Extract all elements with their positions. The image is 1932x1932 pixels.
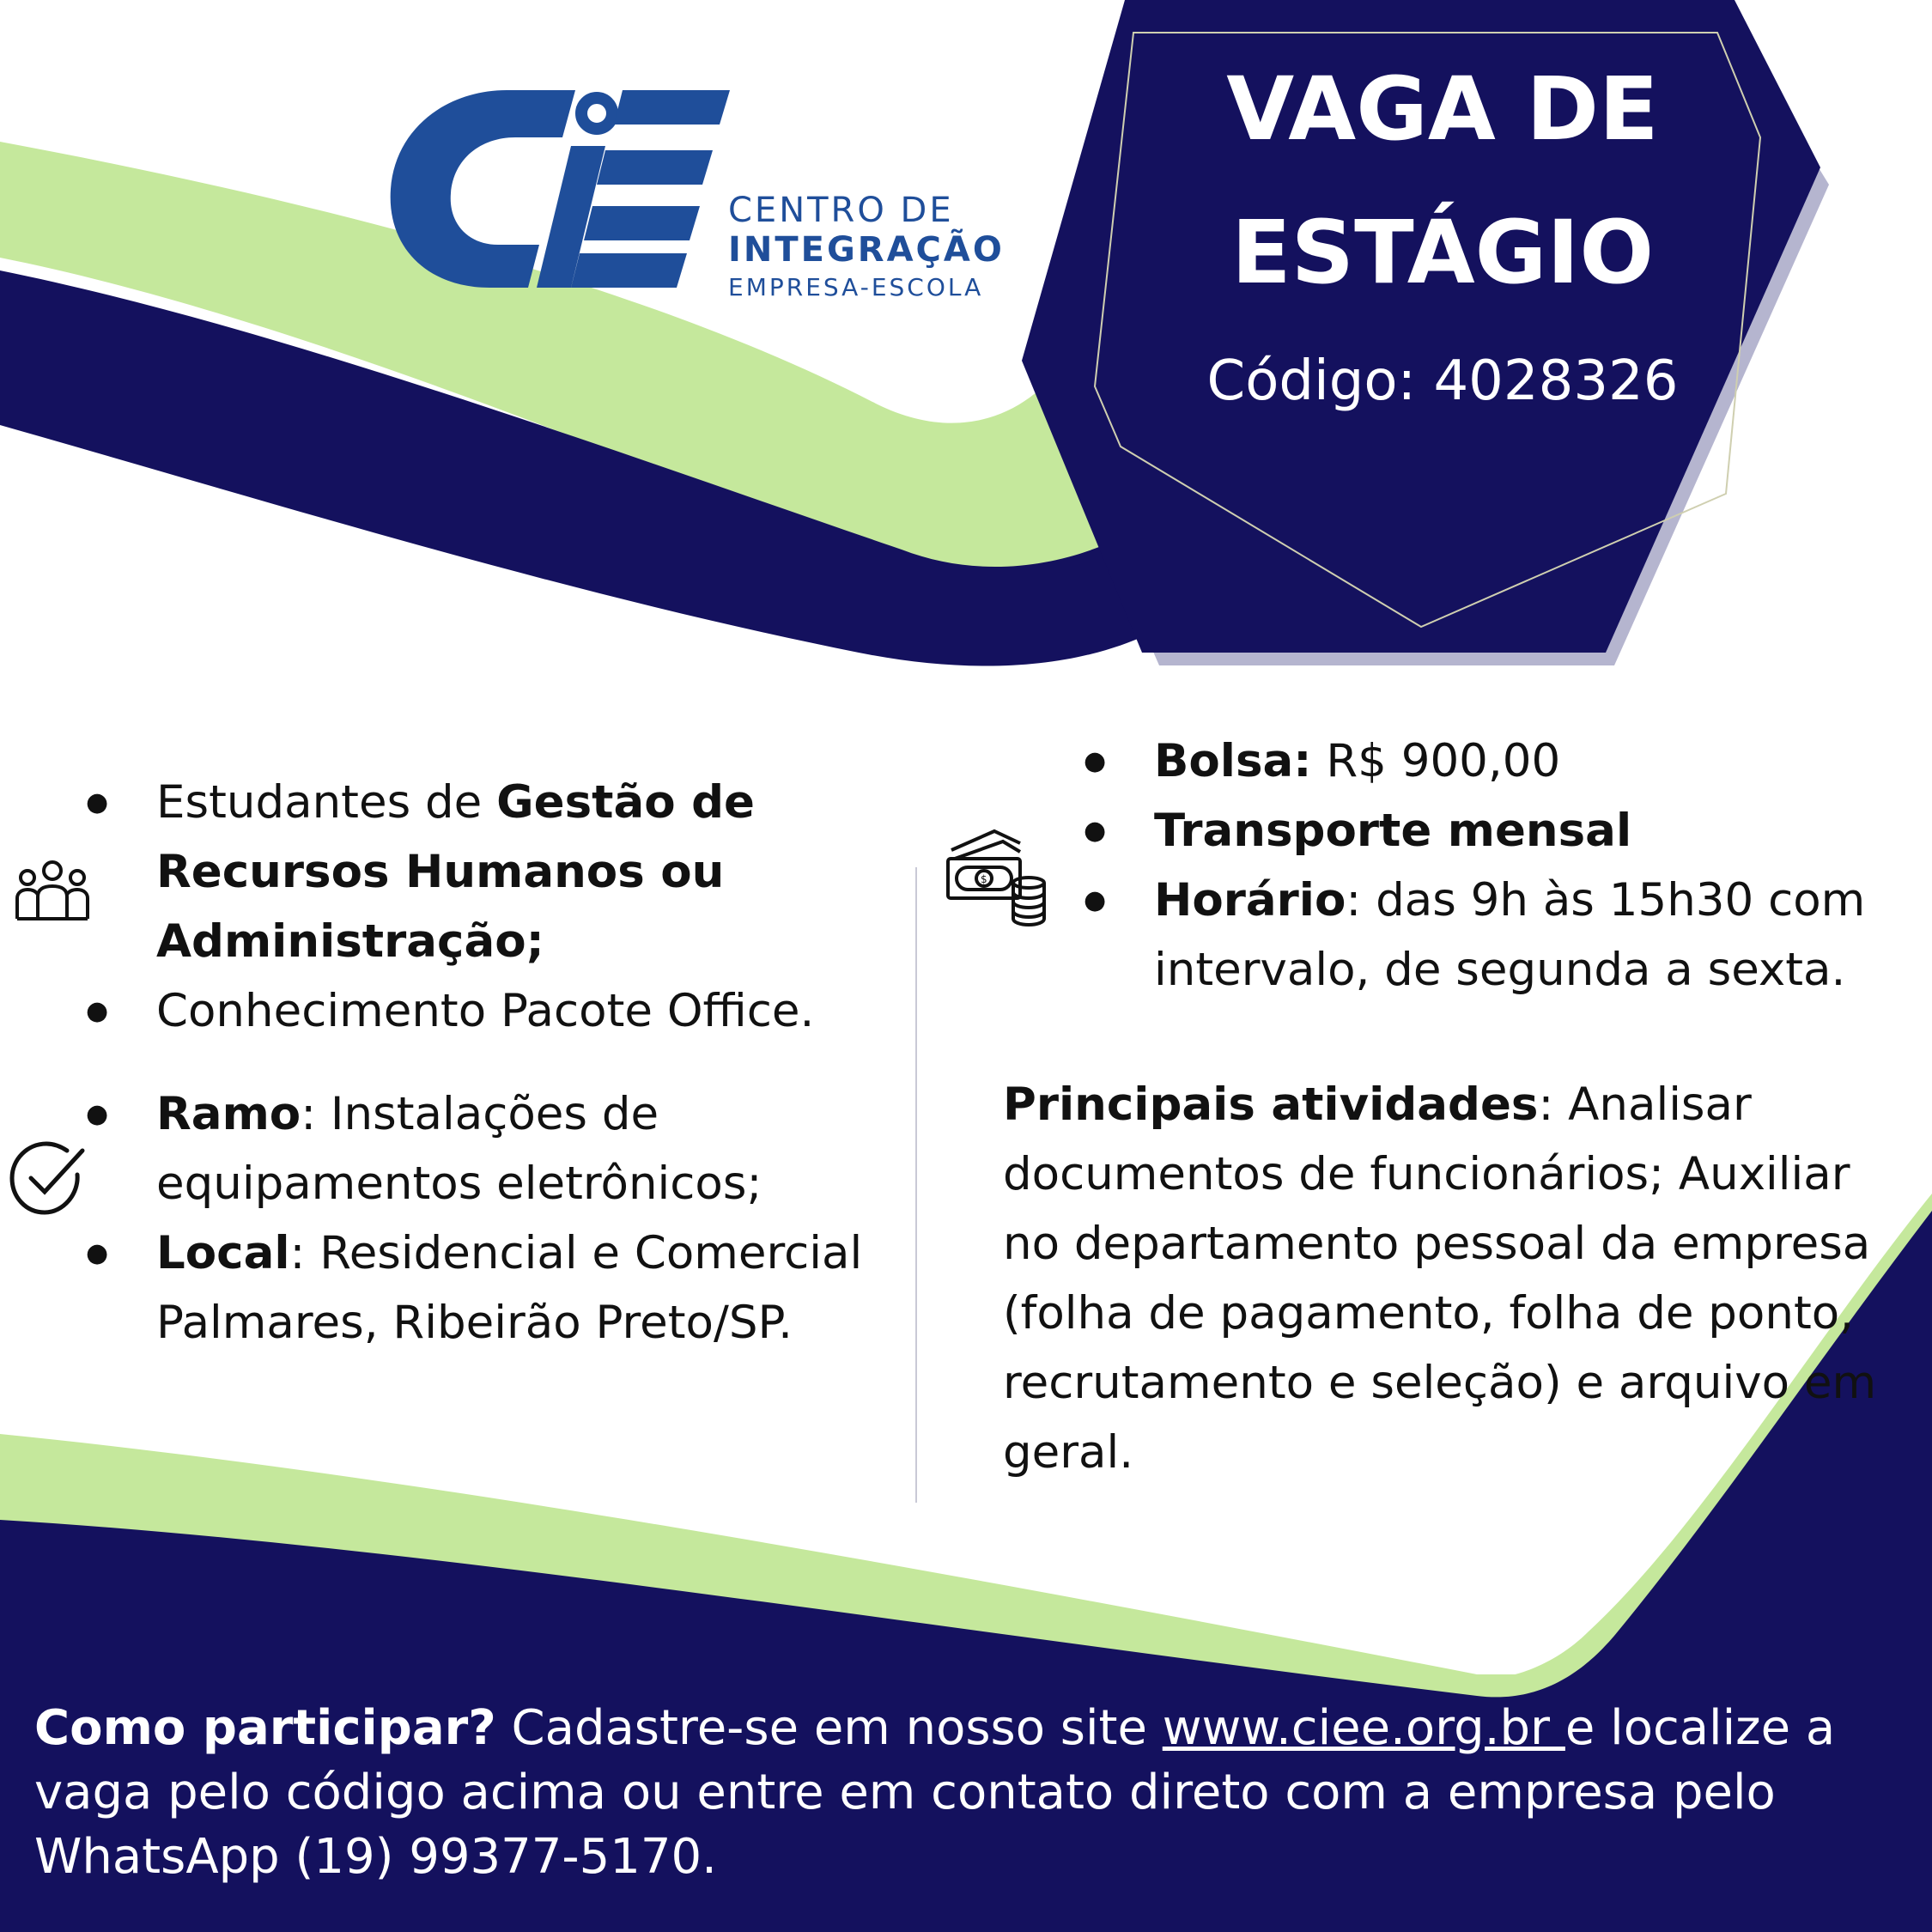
benefits-list: [1084, 726, 1908, 1005]
local-label: Local: [156, 1227, 290, 1279]
activities-label: Principais atividades: [1003, 1078, 1539, 1131]
footer-text2: e localize a vaga pelo código acima ou entre em contato direto com a empresa pelo WhatsApp (19) 99377-5170.: [34, 1700, 1836, 1885]
bolsa-label: Bolsa:: [1154, 735, 1312, 787]
req-office: Conhecimento Pacote Office.: [156, 985, 815, 1037]
list-item: [1084, 726, 1908, 796]
horario-value: : das 9h às 15h30 com intervalo, de segunda a sexta.: [1154, 874, 1866, 996]
ramo-value: : Instalações de equipamentos eletrônicos;: [156, 1088, 762, 1210]
ciee-logo-icon: [386, 86, 738, 301]
website-link[interactable]: www.ciee.org.br: [1162, 1700, 1565, 1756]
bolsa-value: R$ 900,00: [1311, 735, 1561, 787]
requirements-list: [86, 768, 910, 1046]
ramo-label: Ramo: [156, 1088, 301, 1140]
list-item: [86, 1218, 910, 1358]
column-divider: [915, 867, 917, 1503]
people-icon: [14, 859, 91, 923]
logo-line2: INTEGRAÇÃO: [728, 230, 1005, 270]
footer-instructions: [34, 1696, 1906, 1889]
req-course: Gestão de Recursos Humanos ou Administração;: [156, 776, 755, 968]
badge-title-line1: VAGA DE: [1226, 58, 1659, 161]
company-list: [86, 1079, 910, 1358]
badge-title-line2: ESTÁGIO: [1230, 202, 1655, 304]
list-item: [1084, 796, 1908, 866]
activities-paragraph: [1003, 1070, 1896, 1487]
transporte: Transporte mensal: [1154, 805, 1632, 857]
badge-code: Código: 4028326: [1206, 349, 1679, 413]
logo-line1: CENTRO DE: [728, 191, 954, 230]
footer-text1: Cadastre-se em nosso site: [495, 1700, 1163, 1756]
req-prefix: Estudantes de: [156, 776, 497, 829]
logo-line3: EMPRESA-ESCOLA: [728, 273, 984, 301]
svg-text:$: $: [981, 873, 987, 885]
list-item: [86, 976, 910, 1046]
list-item: [1084, 866, 1908, 1005]
list-item: [86, 768, 910, 976]
list-item: [86, 1079, 910, 1218]
checkmark-icon: [9, 1140, 86, 1218]
horario-label: Horário: [1154, 874, 1346, 927]
footer-question: Como participar?: [34, 1700, 496, 1756]
money-icon: [943, 824, 1050, 927]
local-value: : Residencial e Comercial Palmares, Ribeirão Preto/SP.: [156, 1227, 863, 1349]
activities-text: : Analisar documentos de funcionários; Auxiliar no departamento pessoal da empresa (folha de pagamento, folha de ponto, recrutamento e seleção) e arquivo em geral.: [1003, 1078, 1877, 1479]
